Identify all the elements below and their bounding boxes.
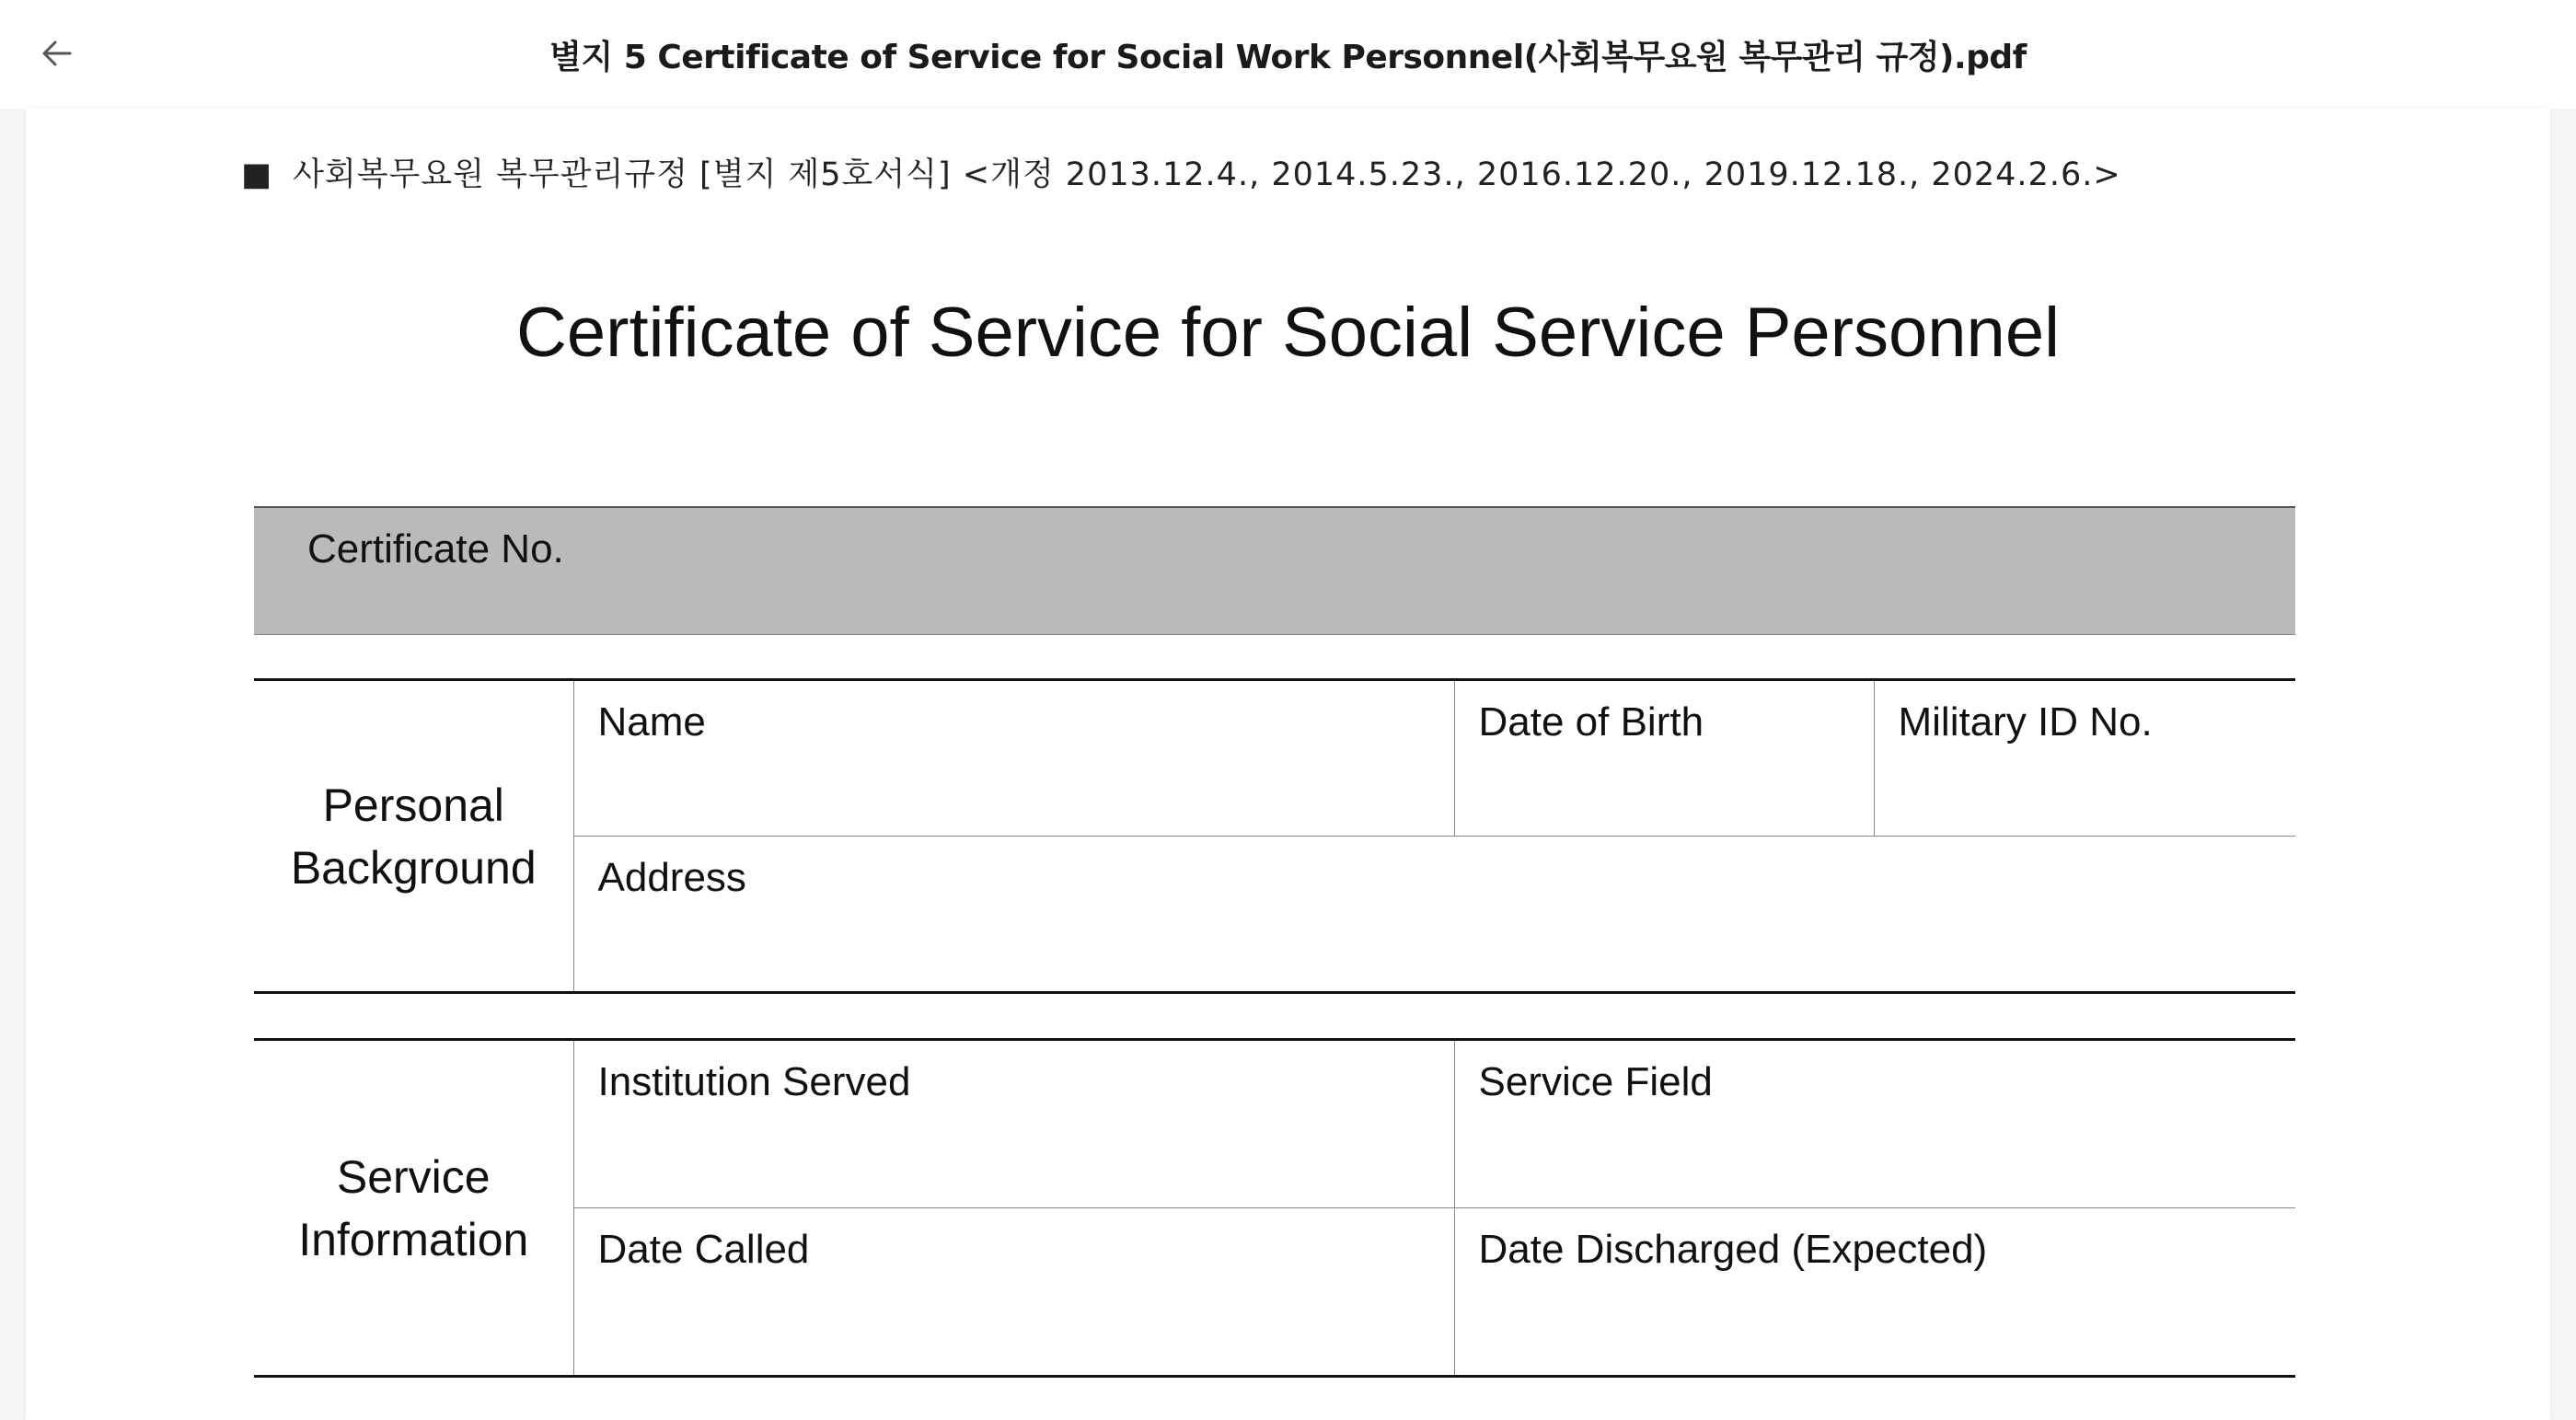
personal-background-table	[254, 678, 2295, 994]
arrow-left-icon	[39, 35, 75, 72]
name-label: Name	[597, 699, 706, 745]
section-label-line: Information	[298, 1213, 529, 1265]
bullet-marker: ■	[241, 156, 273, 193]
section-label-line: Service	[336, 1150, 491, 1203]
certificate-title: Certificate of Service for Social Service Personnel	[516, 294, 2060, 372]
address-cell[interactable]	[573, 837, 2295, 993]
section-label-line: Personal	[322, 779, 504, 831]
service-field-label: Service Field	[1478, 1059, 1713, 1104]
date-called-cell[interactable]	[573, 1208, 1454, 1377]
revision-note	[241, 149, 2358, 195]
revision-note-text: 사회복무요원 복무관리규정 [별지 제5호서식] <개정 2013.12.4., 2014.5.23., 2016.12.20., 2019.12.18., 2024.2.6.>	[293, 156, 2121, 193]
institution-served-label: Institution Served	[597, 1059, 911, 1104]
section-label-line: Background	[290, 841, 537, 894]
service-field-cell[interactable]	[1454, 1040, 2295, 1208]
date-discharged-label: Date Discharged (Expected)	[1478, 1227, 1988, 1272]
date-of-birth-label: Date of Birth	[1478, 699, 1704, 745]
top-bar	[0, 0, 2576, 109]
personal-background-section-label	[254, 680, 573, 993]
military-id-label: Military ID No.	[1898, 699, 2153, 745]
service-information-table	[254, 1038, 2295, 1378]
certificate-number-label: Certificate No.	[307, 526, 564, 571]
back-button[interactable]	[28, 24, 87, 83]
address-label: Address	[597, 855, 746, 900]
certificate-number-box	[254, 506, 2295, 635]
military-id-cell[interactable]	[1874, 680, 2295, 837]
date-called-label: Date Called	[597, 1227, 810, 1272]
document-title: 별지 5 Certificate of Service for Social Work Personnel(사회복무요원 복무관리 규정).pdf	[549, 38, 2027, 76]
date-of-birth-cell[interactable]	[1454, 680, 1874, 837]
service-information-section-label	[254, 1040, 573, 1377]
name-cell[interactable]	[573, 680, 1454, 837]
institution-served-cell[interactable]	[573, 1040, 1454, 1208]
date-discharged-cell[interactable]	[1454, 1208, 2295, 1377]
